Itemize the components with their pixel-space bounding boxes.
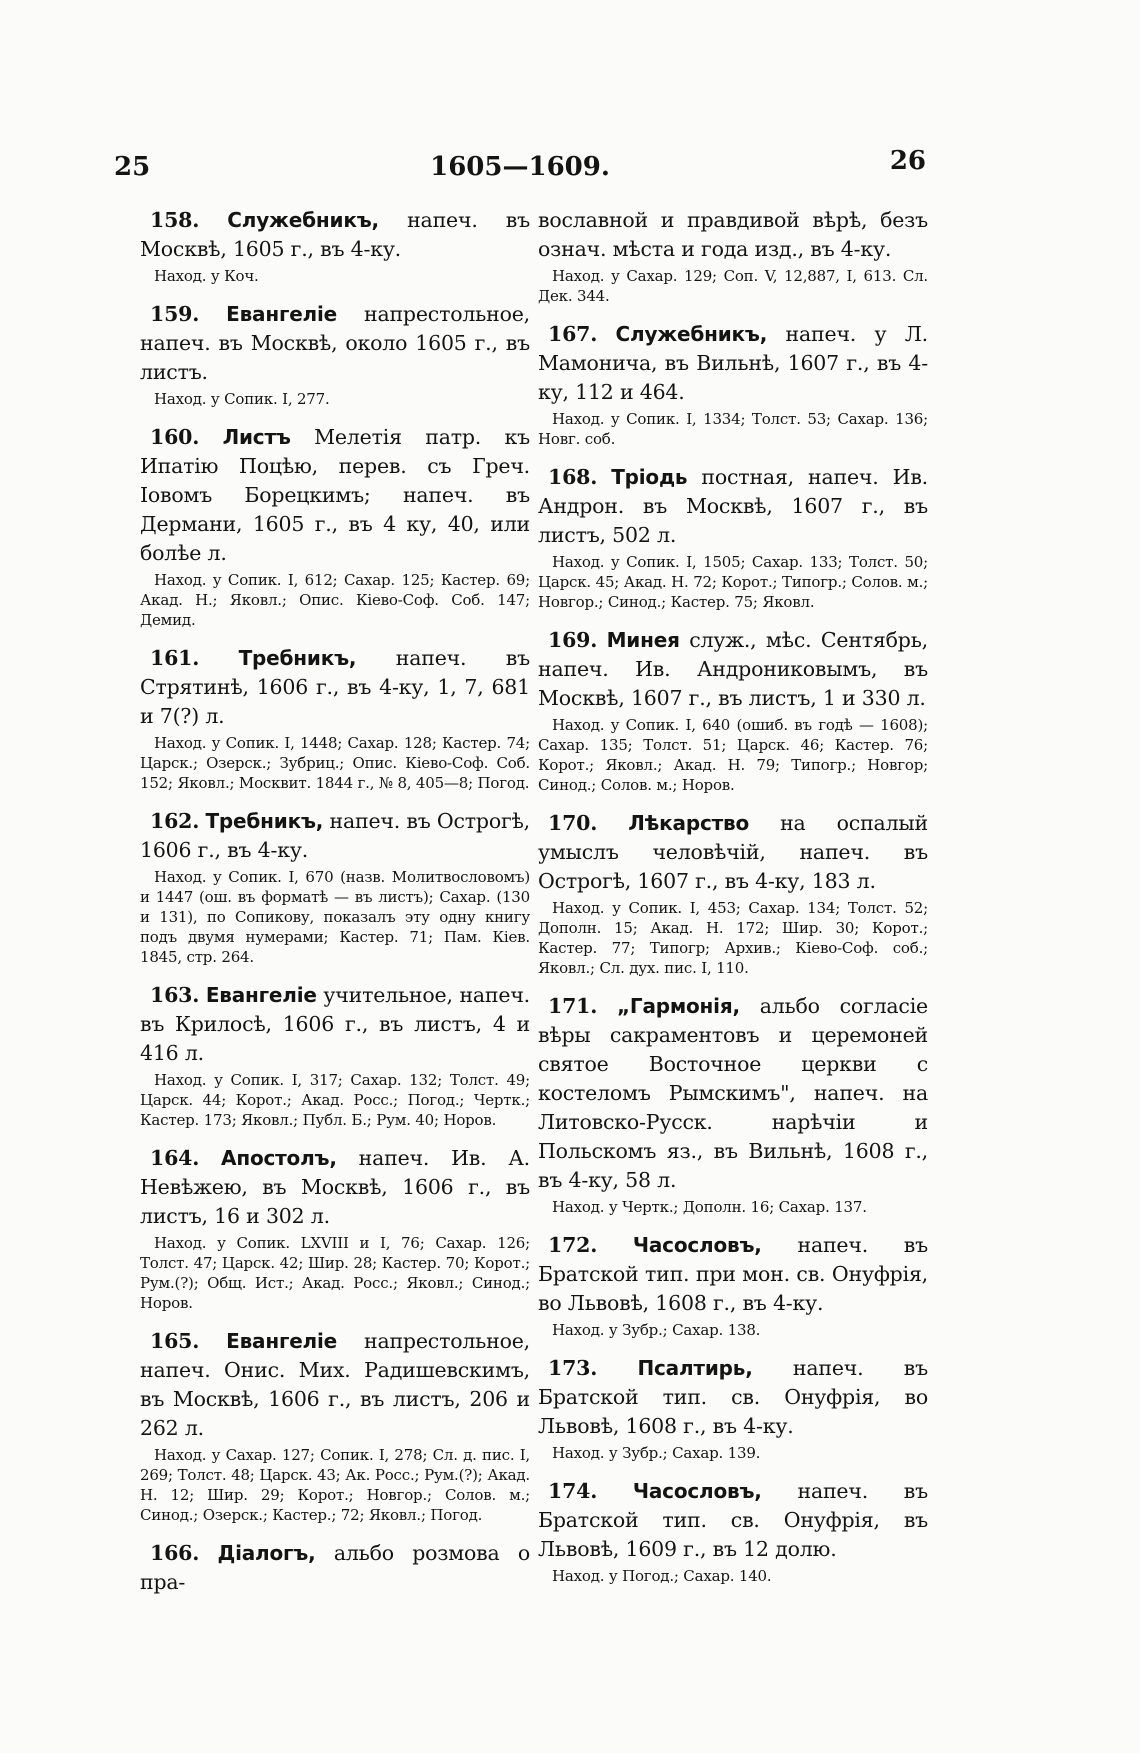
entry-description [140,423,530,568]
entry-text: на оспалый умыслъ человѣчій, напеч. въ Острогѣ, 1607 г., въ 4-ку, 183 л. [538,811,928,893]
entry-description [140,807,530,865]
entry-locations: Наход. у Сопик. I, 1505; Сахар. 133; Толст. 50; Царск. 45; Акад. Н. 72; Корот.; Типогр.; Солов. м.; Новгор.; Синод.; Кастер. 75; Яковл. [538,553,928,611]
entry-locations: Наход. у Сопик. I, 277. [154,390,330,408]
entry-text: учительное, напеч. въ Крилосѣ, 1606 г., въ листъ, 4 и 416 л. [140,983,530,1065]
catalog-entry [538,206,928,306]
running-title: 1605—1609. [430,152,610,182]
entry-title: Часословъ, [632,1233,762,1257]
entry-text: альбо розмова о пра- [140,1541,530,1594]
entry-description [140,1539,530,1597]
entry-locations: Наход. у Сопик. I, 1448; Сахар. 128; Кастер. 74; Царск.; Озерск.; Зубриц.; Опис. Кіево-Соф. Соб. 152; Яковл.; Москвит. 1844 г., № 8, 405—8; Погод. [140,734,530,792]
entry-title: Псалтирь, [637,1356,753,1380]
entry-text: альбо согласіе вѣры сакраментовъ и церемоней святое Восточное церкви с костеломъ Рымскимъ", напеч. на Литовско-Русск. нарѣчіи и Польскомъ яз., въ Вильнѣ, 1608 г., въ 4-ку, 58 л. [538,994,928,1192]
entry-number: 173. [548,1356,598,1380]
entry-description [538,463,928,550]
entry-number: 174. [548,1479,598,1503]
entry-text: постная, напеч. Ив. Андрон. въ Москвѣ, 1607 г., въ листъ, 502 л. [538,465,928,547]
catalog-entry [140,206,530,286]
entry-text: напеч. въ Москвѣ, 1605 г., въ 4-ку. [140,208,530,261]
entry-locations: Наход. у Чертк.; Дополн. 16; Сахар. 137. [552,1198,867,1216]
catalog-entry [140,807,530,967]
entry-title: „Гармонія, [616,994,740,1018]
entry-text: вославной и правдивой вѣрѣ, безъ означ. мѣста и года изд., въ 4-ку. [538,208,928,261]
entry-title: Служебникъ, [615,322,768,346]
catalog-entry [140,423,530,630]
entry-number: 170. [548,811,598,835]
entry-title: Требникъ, [238,646,357,670]
entry-number: 167. [548,322,598,346]
entry-number: 169. [548,628,598,652]
entry-locations: Наход. у Сопик. I, 1334; Толст. 53; Сахар. 136; Новг. соб. [538,410,928,448]
catalog-entry [538,992,928,1217]
entry-locations: Наход. у Сопик. I, 317; Сахар. 132; Толст. 49; Царск. 44; Корот.; Акад. Росс.; Погод.; Чертк.; Кастер. 173; Яковл.; Публ. Б.; Рум. 40; Норов. [140,1071,530,1129]
entry-text: напеч. Ив. А. Невѣжею, въ Москвѣ, 1606 г., въ листъ, 16 и 302 л. [140,1146,530,1228]
catalog-entry [140,1144,530,1313]
entry-title: Евангеліе [226,302,338,326]
catalog-entry [538,463,928,612]
entry-locations: Наход. у Погод.; Сахар. 140. [552,1567,772,1585]
entry-locations: Наход. у Сопик. I, 453; Сахар. 134; Толст. 52; Дополн. 15; Акад. Н. 172; Шир. 30; Корот.; Кастер. 77; Типогр; Архив.; Кіево-Соф. соб.; Яковл.; Сл. дух. пис. I, 110. [538,899,928,977]
catalog-entry [140,300,530,409]
catalog-entry [140,644,530,793]
entry-title: Евангеліе [226,1329,338,1353]
entry-locations: Наход. у Сахар. 127; Сопик. I, 278; Сл. д. пис. I, 269; Толст. 48; Царск. 43; Ак. Росс.; Рум.(?); Акад. Н. 12; Шир. 29; Корот.; Новгор.; Солов. м.; Синод.; Озерск.; Кастер.; 72; Яковл.; Погод. [140,1446,530,1524]
entry-description [140,981,530,1068]
entry-title: Минея [606,628,680,652]
entry-description [140,300,530,387]
entry-locations: Наход. у Сопик. I, 670 (назв. Молитвословомъ) и 1447 (ош. въ форматѣ — въ листъ); Сахар. (130 и 131), по Сопикову, показалъ эту одну книгу подъ двумя нумерами; Кастер. 71; Пам. Кіев. 1845, стр. 264. [140,868,530,966]
entry-title: Апостолъ, [221,1146,337,1170]
entry-number: 160. [150,425,200,449]
right-column [538,206,928,1600]
left-column [140,206,530,1611]
entry-text: напеч. въ Острогѣ, 1606 г., въ 4-ку. [140,809,530,862]
entry-number: 165. [150,1329,200,1353]
catalog-entry [140,1327,530,1525]
entry-title: Требникъ, [205,809,324,833]
entry-locations: Наход. у Сопик. I, 612; Сахар. 125; Кастер. 69; Акад. Н.; Яковл.; Опис. Кіево-Соф. Соб. 147; Демид. [140,571,530,629]
entry-locations: Наход. у Сопик. LXVIII и I, 76; Сахар. 126; Толст. 47; Царск. 42; Шир. 28; Кастер. 70; Корот.; Рум.(?); Общ. Ист.; Акад. Росс.; Яковл.; Синод.; Норов. [140,1234,530,1312]
catalog-entry [538,1354,928,1463]
entry-description [538,626,928,713]
entry-number: 168. [548,465,598,489]
entry-title: Служебникъ, [227,208,379,232]
entry-number: 159. [150,302,200,326]
entry-text: напеч. въ Братской тип. св. Онуфрія, въ Львовѣ, 1609 г., въ 12 долю. [538,1479,928,1561]
page-number-right: 26 [889,146,926,176]
entry-description [140,644,530,731]
entry-text: напрестольное, напеч. Онис. Мих. Радишевскимъ, въ Москвѣ, 1606 г., въ листъ, 206 и 262 л. [140,1329,530,1440]
entry-text: служ., мѣс. Сентябрь, напеч. Ив. Андрониковымъ, въ Москвѣ, 1607 г., въ листъ, 1 и 330 л. [538,628,928,710]
entry-text: напрестольное, напеч. въ Москвѣ, около 1605 г., въ листъ. [140,302,530,384]
catalog-entry [538,809,928,978]
entry-description [538,809,928,896]
entry-title: Евангеліе [205,983,317,1007]
entry-text: напеч. въ Братской тип. св. Онуфрія, во Львовѣ, 1608 г., въ 4-ку. [538,1356,928,1438]
catalog-entry [538,626,928,795]
catalog-entry [538,320,928,449]
entry-description [538,206,928,264]
entry-number: 172. [548,1233,598,1257]
entry-title: Листъ [222,425,291,449]
entry-number: 158. [150,208,200,232]
entry-number: 164. [150,1146,200,1170]
entry-title: Часословъ, [632,1479,762,1503]
entry-number: 162. [150,809,200,833]
entry-number: 163. [150,983,200,1007]
entry-title: Лѣкарство [628,811,749,835]
entry-locations: Наход. у Зубр.; Сахар. 138. [552,1321,761,1339]
entry-number: 161. [150,646,200,670]
entry-text: напеч. у Л. Мамонича, въ Вильнѣ, 1607 г., въ 4-ку, 112 и 464. [538,322,928,404]
entry-locations: Наход. у Коч. [154,267,259,285]
entry-description [538,1354,928,1441]
page-number-left: 25 [114,152,151,182]
catalog-entry [140,981,530,1130]
entry-locations: Наход. у Сахар. 129; Соп. V, 12,887, I, 613. Сл. Дек. 344. [538,267,928,305]
entry-text: Мелетія патр. къ Ипатію Поцѣю, перев. съ Греч. Іовомъ Борецкимъ; напеч. въ Дермани, 1605 г., въ 4 ку, 40, или болѣе л. [140,425,530,565]
entry-locations: Наход. у Зубр.; Сахар. 139. [552,1444,761,1462]
entry-text: напеч. въ Стрятинѣ, 1606 г., въ 4-ку, 1, 7, 681 и 7(?) л. [140,646,530,728]
catalog-entry [538,1477,928,1586]
entry-description [140,1327,530,1443]
entry-text: напеч. въ Братской тип. при мон. св. Онуфрія, во Львовѣ, 1608 г., въ 4-ку. [538,1233,928,1315]
entry-number: 166. [150,1541,200,1565]
entry-title: Діалогъ, [217,1541,316,1565]
entry-number: 171. [548,994,598,1018]
entry-description [538,320,928,407]
entry-description [538,992,928,1195]
entry-title: Тріодь [611,465,688,489]
entry-locations: Наход. у Сопик. I, 640 (ошиб. въ годѣ — 1608); Сахар. 135; Толст. 51; Царск. 46; Кастер. 76; Корот.; Яковл.; Акад. Н. 79; Типогр.; Новгор; Синод.; Солов. м.; Норов. [538,716,928,794]
entry-description [140,206,530,264]
catalog-entry [140,1539,530,1597]
entry-description [140,1144,530,1231]
entry-description [538,1477,928,1564]
entry-description [538,1231,928,1318]
catalog-entry [538,1231,928,1340]
page-header [114,146,926,186]
